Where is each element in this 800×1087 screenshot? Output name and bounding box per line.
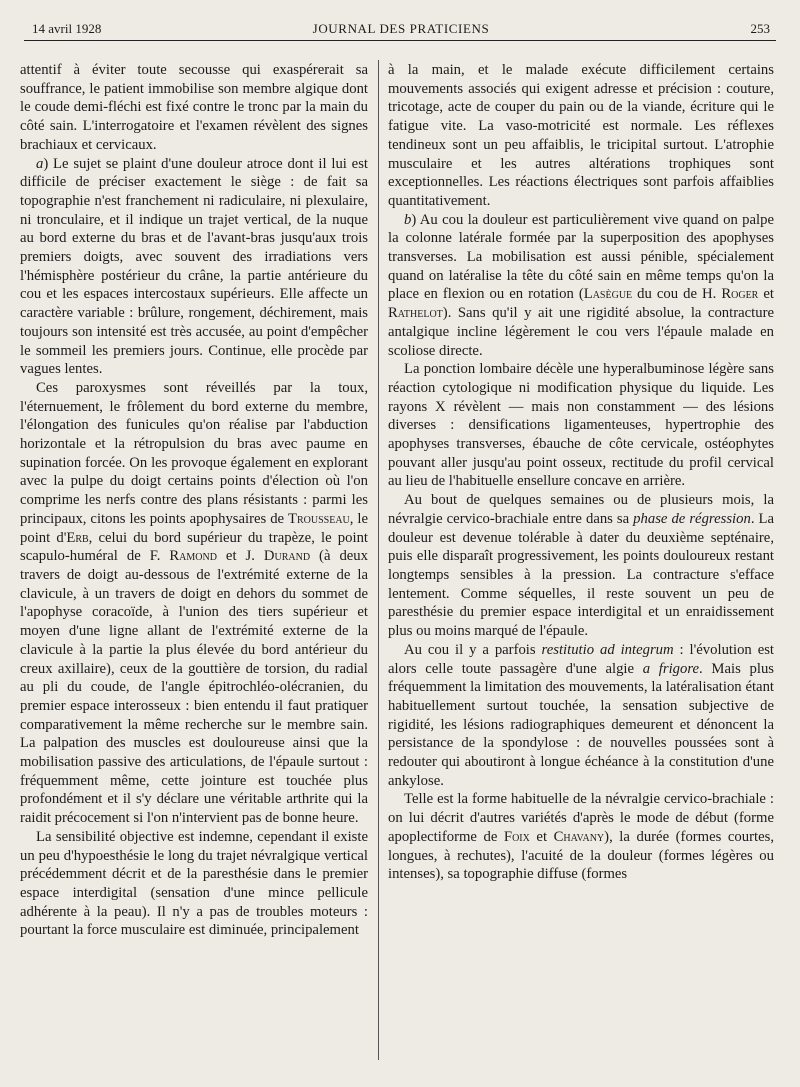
- paragraph: La ponction lombaire décèle une hyperalbuminose légère sans réaction cytologique ni modification physique du liquide. Les rayons X révèlent — mais non constamment — des lésions diverses : densifications ligamenteuses, hypertrophie des apophyses transverses, ébauche de côte cervicale, ostéophytes pouvant aller jusqu'au point osseux, rectitude du profil cervical au lieu de l'habituelle ensellure concave en arrière.: [388, 361, 774, 490]
- paragraph: Telle est la forme habituelle de la névralgie cervico-brachiale : on lui décrit d'autres variétés d'après le mode de début (forme apoplectiforme de Foix et Chavany), la durée (formes courtes, longues, à rechutes), l'acuité de la douleur (formes légères ou intenses), sa topographie diffuse (formes: [388, 791, 774, 883]
- paragraph: a) Le sujet se plaint d'une douleur atroce dont il lui est difficile de préciser exactement le siège : de fait sa topographie n'est franchement ni radiculaire, ni plexulaire, ni tronculaire, et il indique un trajet vertical, de la nuque au bord externe du bras et de l'avant-bras jusqu'aux trois premiers doigts, avec souvent des irradiations vers l'hémisphère postérieur du crâne, la partie antérieure du cou et les espaces intercostaux supérieurs. Elle affecte un caractère variable : brûlure, rongement, déchirement, mais toujours son intensité est très accusée, au point d'empêcher le sommeil les premiers jours. Continue, elle procède par vagues lentes.: [20, 155, 368, 378]
- item-letter: a: [36, 155, 44, 172]
- issue-date: 14 avril 1928: [32, 21, 102, 36]
- author-name: Roger: [721, 286, 759, 303]
- right-column: [388, 61, 774, 1079]
- author-name: Foix: [503, 828, 530, 845]
- running-header: [32, 20, 770, 38]
- journal-title: JOURNAL DES PRATICIENS: [312, 21, 490, 36]
- paragraph: Au cou il y a parfois restitutio ad integrum : l'évolution est alors celle toute passagère d'une algie a frigore. Mais plus fréquemment la limitation des mouvements, la latéralisation étant habituellement surtout touchée, la sensation subjective de rigidité, les lésions radiographiques demeurent et dénoncent la persistance de la spondylose : de nouvelles poussées sont à redouter qui aboutiront à longue échéance à la constitution d'une ankylose.: [388, 641, 774, 789]
- left-column: [20, 61, 368, 1079]
- item-letter: b: [404, 211, 412, 228]
- paragraph: Au bout de quelques semaines ou de plusieurs mois, la névralgie cervico-brachiale entre dans sa phase de régression. La douleur est devenue tolérable à dater du deuxième septénaire, puis elle disparaît progressivement, les points douloureux restant longtemps sensibles à la pression. La contracture s'efface lentement. Comme séquelles, il reste souvent un peu de paresthésie du premier espace interdigital et un enraidissement plus ou moins marqué de l'épaule.: [388, 492, 774, 640]
- emphasis: a frigore: [642, 660, 700, 677]
- paragraph: La sensibilité objective est indemne, cependant il existe un peu d'hypoesthésie le long du trajet névralgique vertical précédemment décrit et de la paresthésie dans le premier espace interdigital (sensation d'une mince pellicule adhérente à la peau). Il n'y a pas de troubles moteurs : pourtant la force musculaire est diminuée, principalement: [20, 828, 368, 939]
- author-name: Chavany: [553, 828, 605, 845]
- paragraph: b) Au cou la douleur est particulièrement vive quand on palpe la colonne latérale formée par la superposition des apophyses transverses. La mobilisation est aussi pénible, spécialement quand on latéralise la tête du côté sain en même temps qu'on la place en flexion ou en rotation (Lasègue du cou de H. Roger et Rathelot). Sans qu'il y ait une rigidité absolue, la contracture antalgique incline légèrement le cou vers l'épaule malade en scoliose directe.: [388, 211, 774, 359]
- author-name: Lasègue: [583, 286, 633, 303]
- header-rule: [24, 40, 776, 41]
- author-name: Ramond: [169, 548, 217, 565]
- paragraph: attentif à éviter toute secousse qui exaspérerait sa souffrance, le patient immobilise son membre algique dont le coude demi-fléchi est fixé contre le tronc par la main du côté sain. L'interrogatoire et l'examen révèlent des signes brachiaux et cervicaux.: [20, 62, 368, 153]
- paragraph: Ces paroxysmes sont réveillés par la toux, l'éternuement, le frôlement du bord externe du membre, l'élongation des funicules qu'on réalise par l'abduction horizontale et la rétropulsion du bras avec paume en supination forcée. On les provoque également en explorant avec la pulpe du doigt certains points d'élection où l'on comprime les nerfs contre des plans résistants : parmi les principaux, citons les points apophysaires de Trousseau, le point d'Erb, celui du bord supérieur du trapèze, le point scapulo-huméral de F. Ramond et J. Durand (à deux travers de doigt au-dessous de l'extrémité externe de la clavicule, à un travers de doigt en dehors du sommet de l'apophyse coracoïde, à l'union des tiers supérieur et moyen d'une ligne allant de l'extrémité externe de la clavicule à la partie la plus élevée du bord antérieur du creux axillaire), ceux de la gouttière de torsion, du radial au pli du coude, de l'angle épitrochléo-olécranien, du premier espace interosseux : bien entendu il faut pratiquer comparativement la même recherche sur le membre sain. La palpation des muscles est douloureuse ainsi que la mobilisation passive des articulations, de l'épaule surtout : fréquemment même, cette jointure est touchée plus profondément et il s'y déclare une véritable arthrite qui la raidit précocement si l'on n'intervient pas de bonne heure.: [20, 379, 368, 827]
- emphasis: restitutio ad integrum: [541, 641, 674, 658]
- emphasis: phase de régression: [633, 510, 751, 527]
- author-name: Durand: [263, 548, 311, 565]
- paragraph: à la main, et le malade exécute difficilement certains mouvements associés qui exigent adresse et précision : couture, tricotage, acte de couper du pain ou de la viande, écriture qui le fatigue vite. La vaso-motricité est normale. Les réflexes tendineux sont un peu affaiblis, le tricipital surtout. L'atrophie musculaire et les autres altérations trophiques sont exceptionnelles. Les réactions électriques sont parfois affaiblies quantitativement.: [388, 62, 774, 209]
- page-number: 253: [750, 21, 770, 36]
- author-name: Rathelot: [388, 305, 443, 322]
- author-name: Trousseau: [288, 510, 350, 527]
- column-divider: [378, 60, 379, 1060]
- author-name: Erb: [66, 529, 89, 546]
